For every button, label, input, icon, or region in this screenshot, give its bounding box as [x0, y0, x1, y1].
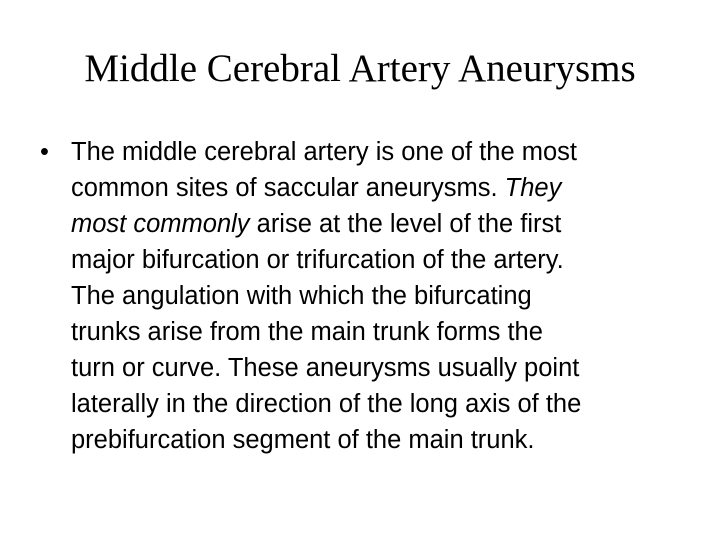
bullet-line-8: laterally in the direction of the long axis of the — [71, 390, 582, 418]
slide-title: Middle Cerebral Artery Aneurysms — [84, 47, 636, 90]
bullet-line-3 — [71, 206, 700, 242]
bullet-list — [40, 134, 700, 458]
bullet-line-4: major bifurcation or trifurcation of the artery. — [71, 246, 564, 274]
bullet-line-2-text: common sites of saccular aneurysms. — [71, 174, 505, 202]
bullet-line-2-italic: They — [504, 174, 562, 202]
bullet-line-2 — [71, 170, 700, 206]
bullet-line-9: prebifurcation segment of the main trunk. — [71, 426, 535, 454]
bullet-line-3-italic: most commonly — [71, 210, 250, 238]
bullet-line-7: turn or curve. These aneurysms usually point — [71, 354, 580, 382]
bullet-line-6: trunks arise from the main trunk forms the — [71, 318, 543, 346]
bullet-line-1: The middle cerebral artery is one of the most — [71, 138, 577, 166]
bullet-item — [40, 134, 700, 458]
bullet-line-3-text: arise at the level of the first — [249, 210, 562, 238]
bullet-marker: • — [40, 138, 49, 166]
bullet-line-5: The angulation with which the bifurcating — [71, 282, 532, 310]
